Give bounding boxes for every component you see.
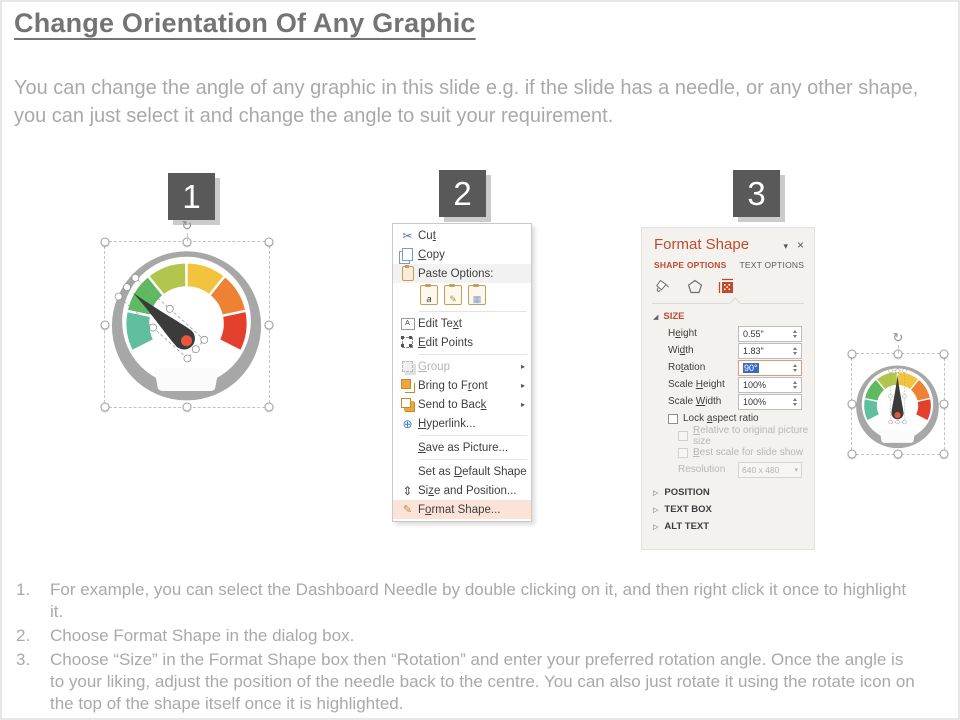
expanded-triangle-icon: ◢: [653, 313, 659, 321]
menu-item-label: Hyperlink...: [418, 417, 476, 430]
rotation-input[interactable]: [738, 360, 802, 376]
send-to-back-icon: [401, 398, 411, 408]
note-number: 3.: [16, 650, 31, 670]
paste-keep-source-formatting-icon[interactable]: [420, 285, 438, 305]
field-label: Rotation: [668, 362, 706, 373]
size-properties-icon[interactable]: [718, 278, 734, 297]
scissors-icon: ✂: [402, 228, 413, 243]
checkbox-label: Lock aspect ratio: [683, 413, 759, 424]
height-input[interactable]: [738, 326, 802, 342]
menu-item-set-as-default-shape[interactable]: [393, 462, 531, 481]
menu-separator: [419, 435, 527, 436]
hyperlink-icon: ⊕: [402, 416, 413, 431]
menu-item-label: Save as Picture...: [418, 441, 509, 454]
fill-line-icon[interactable]: [655, 278, 672, 297]
menu-item-label: Paste Options:: [418, 267, 494, 280]
panel-title: Format Shape: [654, 236, 750, 253]
note-text: Choose “Size” in the Format Shape box then “Rotation” and enter your preferred rotation angle. Once the angle is to your liking, adjust the position of the needle back to the centre. You can also just rotate it using the rotate icon on the top of the shape itself once it is highlighted.: [50, 650, 915, 714]
menu-item-label: Send to Back: [418, 398, 487, 411]
selection-handle[interactable]: [183, 403, 192, 412]
menu-item-label: Group: [418, 360, 450, 373]
section-label: TEXT BOX: [664, 504, 712, 515]
menu-item-label: Edit Text: [418, 317, 462, 330]
menu-item-group: [393, 357, 531, 376]
panel-tabs: [642, 253, 814, 270]
field-value: 1.83": [743, 345, 764, 356]
list-item: [16, 579, 922, 623]
selection-handle[interactable]: [848, 450, 857, 459]
note-number: 2.: [16, 626, 31, 646]
checkbox-row-best-scale-for-slide-show: [642, 444, 814, 461]
copy-icon: [402, 248, 413, 261]
tab-shape-options[interactable]: SHAPE OPTIONS: [654, 260, 727, 270]
list-item: [16, 625, 922, 647]
selection-handle[interactable]: [265, 238, 274, 247]
menu-item-label: Set as Default Shape: [418, 465, 527, 478]
format-shape-panel: [641, 227, 815, 550]
menu-separator: [419, 354, 527, 355]
size-section-header[interactable]: [642, 304, 814, 325]
field-label: Scale Height: [668, 379, 725, 390]
section-label: ALT TEXT: [664, 521, 710, 532]
menu-item-label: Copy: [418, 248, 445, 261]
field-row-rotation: [642, 359, 814, 376]
note-text: Choose Format Shape in the dialog box.: [50, 626, 355, 646]
selection-handle[interactable]: [265, 403, 274, 412]
note-number: 1.: [16, 580, 31, 599]
paste-as-picture-icon[interactable]: [468, 285, 486, 305]
list-item: [16, 649, 922, 715]
size-fields: [642, 325, 814, 410]
menu-item-label: Cut: [418, 229, 436, 242]
panel-divider: [652, 303, 804, 304]
checkbox-label: Relative to original picture size: [693, 424, 809, 447]
field-value: 0.55": [743, 328, 764, 339]
section-text-box[interactable]: [642, 501, 814, 518]
menu-item-copy[interactable]: [393, 245, 531, 264]
checkbox-row-relative-to-original-picture-size: [642, 424, 814, 447]
section-alt-text[interactable]: [642, 518, 814, 535]
clipboard-icon: [402, 266, 414, 281]
rotate-handle-icon[interactable]: ↻: [892, 330, 904, 345]
selection-handle[interactable]: [848, 400, 857, 409]
context-menu: [392, 223, 532, 522]
dashboard-gauge-graphic[interactable]: [108, 245, 265, 402]
paste-merge-formatting-icon[interactable]: [444, 285, 462, 305]
selection-handle[interactable]: [101, 320, 110, 329]
selection-handle[interactable]: [940, 400, 949, 409]
checkbox: [678, 448, 688, 458]
spinner-icon[interactable]: [791, 398, 799, 406]
collapsed-sections: [642, 484, 814, 535]
instructions-list: [16, 579, 922, 718]
menu-item-paste-options[interactable]: [393, 264, 531, 283]
checkbox-label: Best scale for slide show: [693, 447, 804, 458]
rotated-gauge-selection-frame: [851, 330, 945, 455]
paste-options-row: [393, 283, 531, 309]
spinner-icon[interactable]: [791, 347, 799, 355]
menu-item-send-to-back[interactable]: [393, 395, 531, 414]
effects-icon[interactable]: [687, 279, 703, 297]
step-badge-3: 3: [733, 170, 780, 217]
checkbox[interactable]: [668, 414, 678, 424]
selection-handle[interactable]: [848, 350, 857, 359]
field-value: [743, 363, 791, 373]
gauge-selection-frame: [104, 218, 270, 408]
rotate-handle-stem: [187, 233, 188, 242]
section-position[interactable]: [642, 484, 814, 501]
field-label: Scale Width: [668, 396, 722, 407]
edit-points-icon: [402, 337, 413, 348]
panel-tool-icons: [642, 270, 814, 303]
selection-handle[interactable]: [101, 238, 110, 247]
section-label: POSITION: [664, 487, 710, 498]
note-text: For example, you can select the Dashboard Needle by double clicking on it, and then right click it once to highlight it.: [50, 580, 907, 622]
menu-item-cut[interactable]: [393, 226, 531, 245]
collapsed-triangle-icon: ▷: [653, 489, 659, 497]
menu-separator: [419, 459, 527, 460]
group-icon: [402, 361, 413, 372]
menu-item-label: Bring to Front: [418, 379, 488, 392]
bring-to-front-icon: [401, 379, 411, 389]
width-input[interactable]: [738, 343, 802, 359]
field-label: Width: [668, 345, 694, 356]
menu-item-edit-text[interactable]: [393, 314, 531, 333]
resolution-dropdown: [738, 462, 802, 478]
rotate-handle-icon[interactable]: ↻: [181, 218, 193, 233]
selection-handle[interactable]: [894, 450, 903, 459]
field-row-height: [642, 325, 814, 342]
selection-handle[interactable]: [940, 350, 949, 359]
submenu-arrow-icon: ▸: [520, 400, 525, 409]
menu-item-edit-points[interactable]: [393, 333, 531, 352]
format-shape-icon: ✎: [402, 504, 413, 516]
edit-text-icon: [401, 318, 415, 330]
menu-item-save-as-picture[interactable]: [393, 438, 531, 457]
menu-item-bring-to-front[interactable]: [393, 376, 531, 395]
size-checkboxes: [642, 410, 814, 461]
resolution-value: 640 x 480: [742, 464, 780, 475]
dropdown-arrow-icon: ▾: [794, 466, 798, 474]
field-row-scale-height: [642, 376, 814, 393]
selected-text: 90°: [744, 362, 758, 373]
menu-item-size-and-position[interactable]: [393, 481, 531, 500]
selection-handle[interactable]: [101, 403, 110, 412]
collapsed-triangle-icon: ▷: [653, 523, 659, 531]
collapsed-triangle-icon: ▷: [653, 506, 659, 514]
size-section-label: SIZE: [663, 311, 685, 322]
field-row-scale-width: [642, 393, 814, 410]
field-row-width: [642, 342, 814, 359]
resolution-label: Resolution: [678, 464, 726, 475]
page-title: Change Orientation Of Any Graphic: [14, 8, 476, 38]
tab-text-options[interactable]: TEXT OPTIONS: [739, 260, 805, 270]
submenu-arrow-icon: ▸: [520, 381, 525, 390]
menu-item-format-shape[interactable]: [393, 500, 531, 519]
spinner-icon[interactable]: [791, 381, 799, 389]
field-value: 100%: [743, 396, 767, 407]
rotated-dashboard-gauge-graphic[interactable]: [854, 362, 941, 449]
chevron-down-icon[interactable]: ▾: [783, 241, 788, 251]
menu-item-hyperlink[interactable]: [393, 414, 531, 433]
spinner-icon[interactable]: [791, 330, 799, 338]
field-value: 100%: [743, 379, 767, 390]
spinner-icon[interactable]: [791, 364, 799, 372]
step-badge-1: 1: [168, 173, 215, 220]
menu-separator: [419, 311, 527, 312]
selection-handle[interactable]: [265, 320, 274, 329]
submenu-arrow-icon: ▸: [520, 362, 525, 371]
menu-item-label: Format Shape...: [418, 503, 501, 516]
menu-item-label: Edit Points: [418, 336, 473, 349]
menu-item-label: Size and Position...: [418, 484, 517, 497]
scale-width-input[interactable]: [738, 394, 802, 410]
field-label: Height: [668, 328, 697, 339]
checkbox: [678, 431, 688, 441]
close-icon[interactable]: ×: [796, 238, 804, 252]
intro-paragraph: You can change the angle of any graphic in this slide e.g. if the slide has a needle, or any other shape, you can just select it and change the angle to suit your requirement.: [14, 77, 919, 128]
scale-height-input[interactable]: [738, 377, 802, 393]
selection-handle[interactable]: [940, 450, 949, 459]
step-badge-2: 2: [439, 170, 486, 217]
size-position-icon: ⇕: [402, 483, 413, 498]
panel-header: [642, 228, 814, 253]
resolution-row: [642, 461, 814, 478]
rotate-handle-stem: [898, 345, 899, 354]
